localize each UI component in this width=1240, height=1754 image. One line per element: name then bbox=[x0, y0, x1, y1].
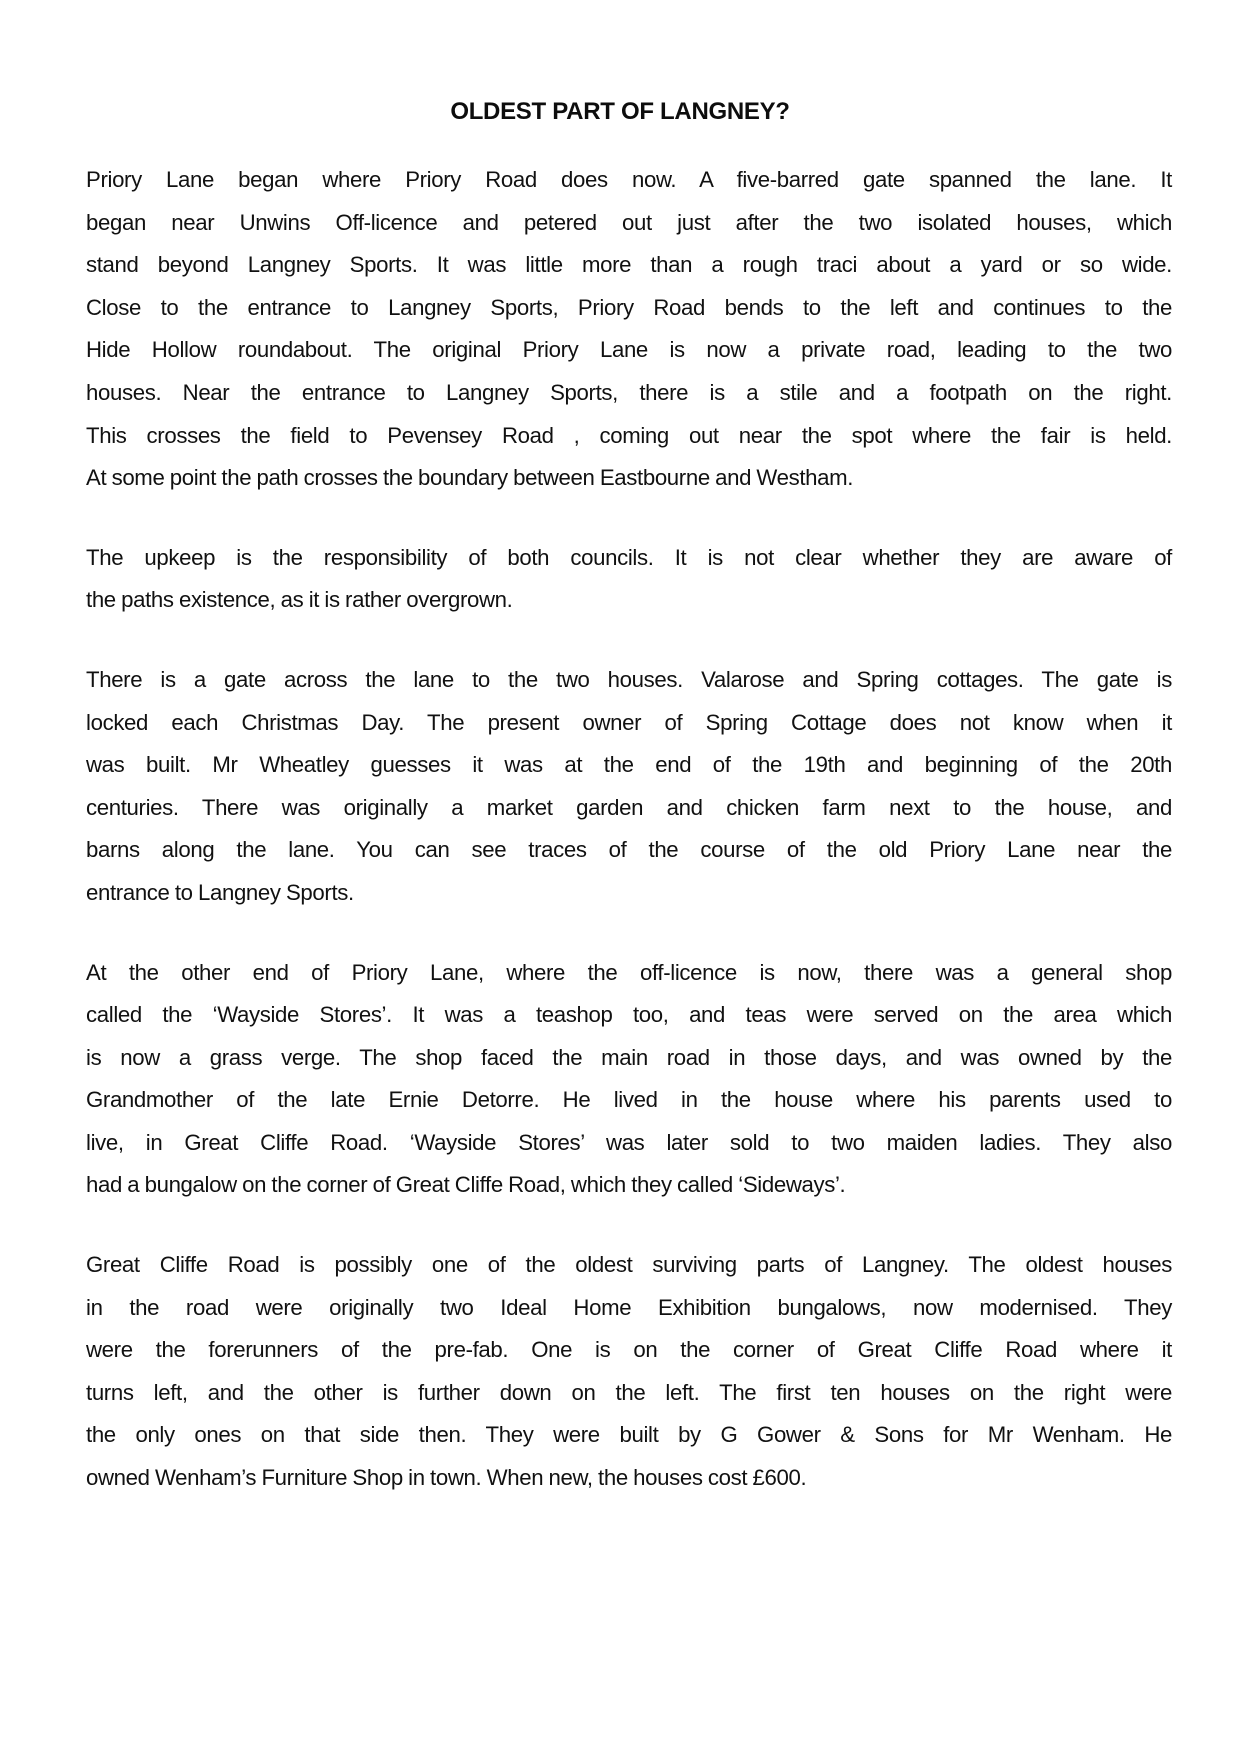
paragraph-cottages bbox=[86, 659, 1172, 915]
text-line: At some point the path crosses the boundary between Eastbourne and Westham. bbox=[86, 465, 854, 491]
text-line: entrance to Langney Sports. bbox=[86, 879, 354, 905]
text-line: This crosses the field to Pevensey Road , coming out near the spot where the fair is held. bbox=[86, 422, 1172, 448]
paragraph-priory-lane bbox=[86, 159, 1172, 500]
text-line: owned Wenham’s Furniture Shop in town. When new, the houses cost £600. bbox=[86, 1465, 807, 1491]
text-line: had a bungalow on the corner of Great Cliffe Road, which they called ‘Sideways’. bbox=[86, 1172, 846, 1198]
page-title: OLDEST PART OF LANGNEY? bbox=[450, 98, 790, 125]
document-body bbox=[86, 159, 1172, 1537]
text-line: is now a grass verge. The shop faced the main road in those days, and was owned by the bbox=[86, 1044, 1172, 1070]
text-line: The upkeep is the responsibility of both councils. It is not clear whether they are aware of bbox=[86, 544, 1172, 570]
text-line: live, in Great Cliffe Road. ‘Wayside Stores’ was later sold to two maiden ladies. They also bbox=[86, 1129, 1172, 1155]
text-line: turns left, and the other is further down on the left. The first ten houses on the right were bbox=[86, 1379, 1172, 1405]
text-line: At the other end of Priory Lane, where the off-licence is now, there was a general shop bbox=[86, 959, 1172, 985]
text-line: in the road were originally two Ideal Home Exhibition bungalows, now modernised. They bbox=[86, 1294, 1172, 1320]
text-line: Grandmother of the late Ernie Detorre. He lived in the house where his parents used to bbox=[86, 1087, 1172, 1113]
text-line: began near Unwins Off-licence and petered out just after the two isolated houses, which bbox=[86, 209, 1172, 235]
paragraph-great-cliffe-road bbox=[86, 1244, 1172, 1500]
paragraph-upkeep bbox=[86, 537, 1172, 622]
text-line: There is a gate across the lane to the two houses. Valarose and Spring cottages. The gate is bbox=[86, 666, 1172, 692]
text-line: centuries. There was originally a market garden and chicken farm next to the house, and bbox=[86, 794, 1172, 820]
text-line: the paths existence, as it is rather overgrown. bbox=[86, 587, 513, 613]
text-line: Close to the entrance to Langney Sports, Priory Road bends to the left and continues to the bbox=[86, 294, 1172, 320]
text-line: Hide Hollow roundabout. The original Priory Lane is now a private road, leading to the two bbox=[86, 337, 1172, 363]
text-line: Priory Lane began where Priory Road does now. A five-barred gate spanned the lane. It bbox=[86, 167, 1172, 192]
text-line: called the ‘Wayside Stores’. It was a teashop too, and teas were served on the area which bbox=[86, 1002, 1172, 1028]
text-line: houses. Near the entrance to Langney Sports, there is a stile and a footpath on the right. bbox=[86, 379, 1172, 405]
text-line: stand beyond Langney Sports. It was little more than a rough traci about a yard or so wide. bbox=[86, 252, 1172, 278]
text-line: was built. Mr Wheatley guesses it was at the end of the 19th and beginning of the 20th bbox=[86, 752, 1172, 778]
text-line: Great Cliffe Road is possibly one of the oldest surviving parts of Langney. The oldest houses bbox=[86, 1252, 1172, 1278]
text-line: locked each Christmas Day. The present owner of Spring Cottage does not know when it bbox=[86, 709, 1172, 735]
text-line: the only ones on that side then. They were built by G Gower & Sons for Mr Wenham. He bbox=[86, 1422, 1172, 1448]
text-line: were the forerunners of the pre-fab. One is on the corner of Great Cliffe Road where it bbox=[86, 1337, 1172, 1363]
paragraph-wayside-stores bbox=[86, 952, 1172, 1208]
text-line: barns along the lane. You can see traces of the course of the old Priory Lane near the bbox=[86, 837, 1172, 863]
